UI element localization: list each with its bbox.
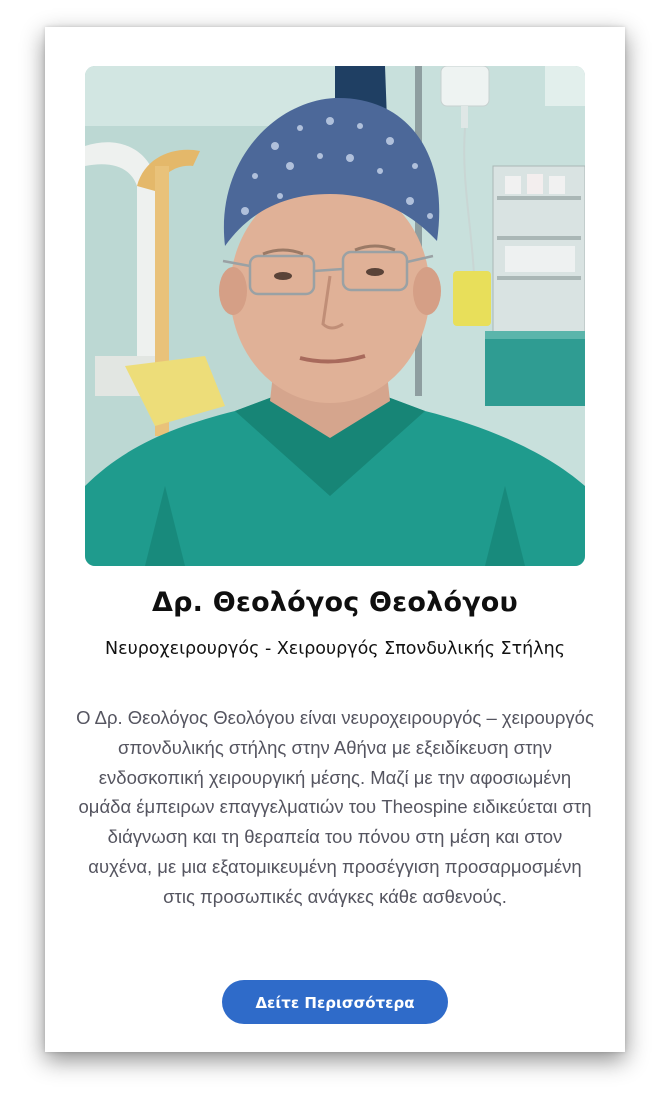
doctor-name: Δρ. Θεολόγος Θεολόγου xyxy=(152,587,518,618)
see-more-button[interactable]: Δείτε Περισσότερα xyxy=(222,980,448,1024)
doctor-bio: Ο Δρ. Θεολόγος Θεολόγου είναι νευροχειρουργός – χειρουργός σπονδυλικής στήλης στην Αθήνα με εξειδίκευση στην ενδοσκοπική χειρουργική μέσης. Μαζί με την αφοσιωμένη ομάδα έμπειρων επαγγελματιών του Theospine ειδικεύεται στη διάγνωση και τη θεραπεία του πόνου στη μέση και στον αυχένα, με μια εξατομικευμένη προσέγγιση προσαρμοσμένη στις προσωπικές ανάγκες κάθε ασθενούς. xyxy=(76,707,594,907)
doctor-profile-card xyxy=(45,27,625,1052)
doctor-specialty: Νευροχειρουργός - Χειρουργός Σπονδυλικής Στήλης xyxy=(105,639,565,659)
doctor-photo xyxy=(85,66,585,566)
